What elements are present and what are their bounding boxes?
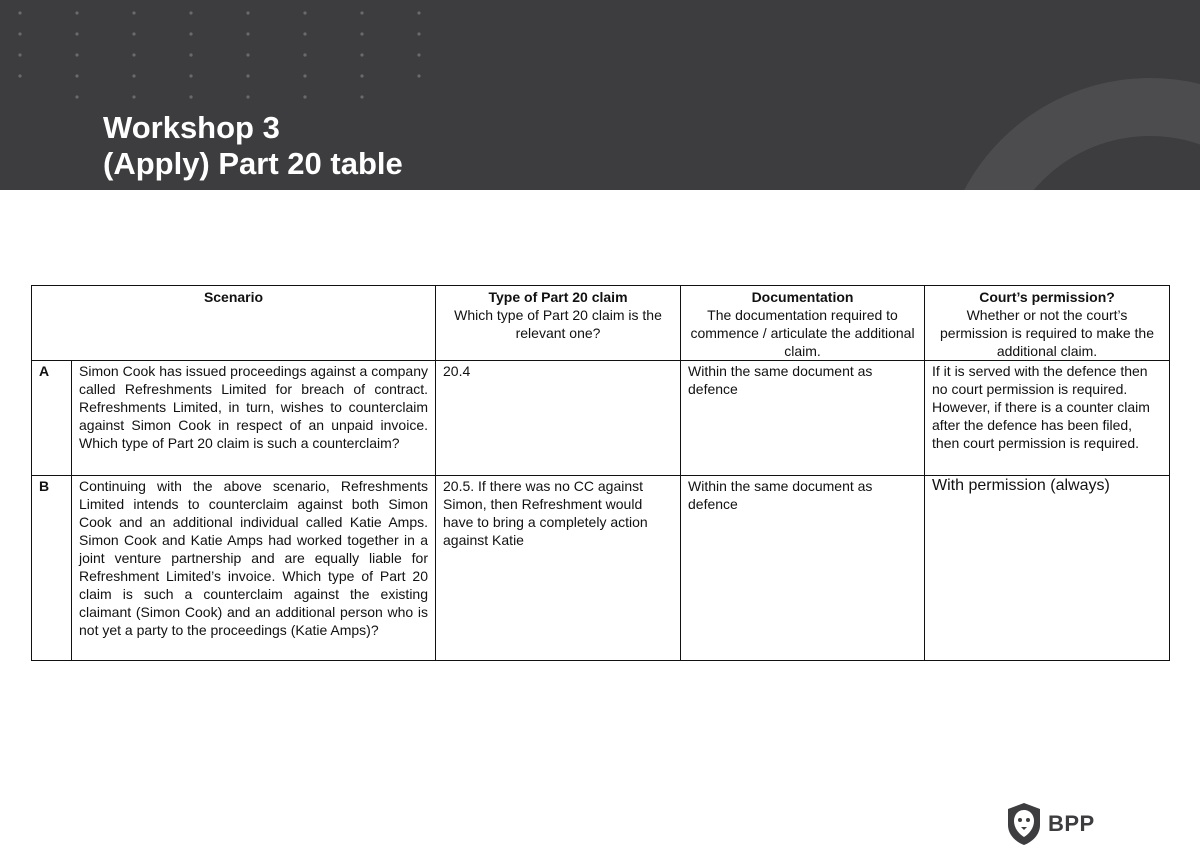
row-label: B	[32, 476, 72, 661]
header-permission-subtitle: Whether or not the court’s permission is required to make the additional claim.	[940, 307, 1155, 359]
header-permission	[925, 286, 1170, 361]
type-cell: 20.5. If there was no CC against Simon, then Refreshment would have to bring a completely action against Katie	[436, 476, 681, 661]
permission-cell: With permission (always)	[925, 476, 1170, 661]
documentation-cell: Within the same document as defence	[681, 361, 925, 476]
header-banner	[0, 0, 1200, 190]
lion-shield-icon	[1004, 801, 1044, 847]
header-scenario	[32, 286, 436, 361]
table-row	[32, 361, 1170, 476]
dot-pattern	[0, 0, 430, 105]
row-label: A	[32, 361, 72, 476]
table-row	[32, 476, 1170, 661]
scenario-cell: Simon Cook has issued proceedings against a company called Refreshments Limited for breach of contract. Refreshments Limited, in turn, wishes to counterclaim against Simon Cook in respect of an unpaid invoice. Which type of Part 20 claim is such a counterclaim?	[72, 361, 436, 476]
logo-text: BPP	[1048, 811, 1095, 836]
permission-cell: If it is served with the defence then no court permission is required. However, if there is a counter claim after the defence has been filed, then court permission is required.	[925, 361, 1170, 476]
bpp-logo	[1004, 801, 1095, 847]
header-row	[32, 286, 1170, 361]
scenario-cell: Continuing with the above scenario, Refreshments Limited intends to counterclaim against both Simon Cook and an additional individual called Katie Amps. Simon Cook and Katie Amps had worked together in a joint venture partnership and are equally liable for Refreshment Limited’s invoice. Which type of Part 20 claim is such a counterclaim against the existing claimant (Simon Cook) and an additional person who is not yet a party to the proceedings (Katie Amps)?	[72, 476, 436, 661]
header-documentation-subtitle: The documentation required to commence / articulate the additional claim.	[690, 307, 915, 359]
header-type-title: Type of Part 20 claim	[488, 289, 628, 305]
title-line-1: Workshop 3	[103, 110, 280, 145]
part20-table	[31, 285, 1170, 661]
header-documentation-title: Documentation	[751, 289, 854, 305]
header-permission-title: Court’s permission?	[979, 289, 1115, 305]
documentation-cell: Within the same document as defence	[681, 476, 925, 661]
type-cell: 20.4	[436, 361, 681, 476]
page-title	[103, 110, 403, 182]
title-line-2: (Apply) Part 20 table	[103, 146, 403, 181]
header-type-subtitle: Which type of Part 20 claim is the relevant one?	[454, 307, 662, 341]
header-documentation	[681, 286, 925, 361]
header-scenario-title: Scenario	[203, 289, 264, 305]
header-type	[436, 286, 681, 361]
decorative-arc	[940, 78, 1200, 190]
